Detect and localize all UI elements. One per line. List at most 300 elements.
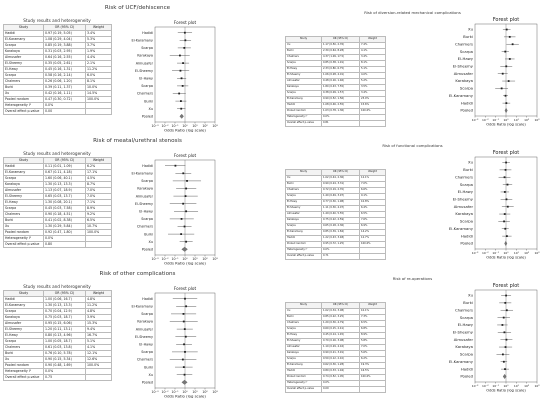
x-tick-label: 10⁰ [182, 256, 188, 261]
study-point [183, 366, 185, 368]
table-cell: 2.1% [86, 61, 112, 67]
table-cell: 0.80 (0.13, 4.96) [44, 333, 86, 339]
table-cell: 15.3% [86, 321, 112, 327]
study-point [181, 218, 183, 220]
study-label: Hadidi [460, 100, 473, 106]
table-cell: El-Karamany [4, 170, 44, 176]
table-cell: 6.2% [86, 164, 112, 170]
table-cell: 8.7% [86, 182, 112, 188]
table-cell: Overall effect p-value [4, 109, 44, 115]
table-cell: Chalmers [286, 55, 322, 61]
study-point [502, 73, 504, 75]
column-header: Study [286, 303, 322, 309]
table-cell: 12.6% [86, 357, 112, 363]
table-cell: 5.1% [86, 339, 112, 345]
forest-plot [435, 16, 550, 128]
table-cell: 0.60 (0.15, 2.41) [322, 327, 360, 333]
plot-title: Forest plot [492, 150, 520, 156]
study-point [505, 102, 507, 104]
table-cell: 16.7% [86, 333, 112, 339]
x-tick-label: 10³ [534, 250, 540, 255]
study-point [185, 188, 187, 190]
table-cell: Overall effect p-value [4, 242, 44, 248]
table-cell: 10.8% [360, 200, 386, 206]
table-cell: Heterogeneity I² [286, 381, 322, 387]
pooled-label: Pooled [460, 373, 473, 379]
study-point [502, 354, 504, 356]
study-label: Scarpa [459, 85, 473, 91]
study-label: El-Karamany [448, 92, 473, 98]
table-cell: 3.9% [86, 315, 112, 321]
table-row [286, 254, 386, 260]
x-tick-label: 10² [202, 123, 208, 128]
study-label: Karakaya [455, 344, 473, 350]
table-cell: 5.6% [360, 351, 386, 357]
plot-title: Forest plot [492, 283, 520, 289]
study-label: Burki [463, 300, 473, 306]
x-tick-label: 10⁰ [503, 383, 509, 388]
study-point [185, 210, 187, 212]
pooled-diamond [180, 114, 184, 118]
table-cell: 10.0% [86, 85, 112, 91]
table-cell: Karakaya [4, 315, 44, 321]
table-cell: El-Sheemy [286, 339, 322, 345]
study-label: Karakaya [137, 53, 153, 58]
study-label: Almusafer [135, 327, 153, 332]
x-tick-label: 10⁻³ [471, 250, 479, 255]
study-point [181, 77, 183, 79]
study-label: Scarpa [141, 350, 153, 355]
study-point [505, 346, 507, 348]
table-cell: 0.71 [322, 254, 360, 260]
table-cell: El-Hawy [4, 333, 44, 339]
table-cell: 100.0% [360, 375, 386, 381]
study-label: Burki [463, 167, 473, 173]
table-cell: 0.95 (0.15, 6.06) [44, 321, 86, 327]
table-cell: Almusafer [286, 212, 322, 218]
results-table [3, 24, 112, 115]
table-cell: Burki [4, 85, 44, 91]
table-cell: Overall effect p-value [286, 387, 322, 393]
table-cell: 0.65 (0.03, 13.7) [44, 194, 86, 200]
table-cell: 1.11 (0.30, 4.07) [322, 206, 360, 212]
x-tick-label: 10⁻³ [471, 383, 479, 388]
table-cell: 1.40 (0.49, 3.97) [322, 194, 360, 200]
table-cell: Burki [286, 49, 322, 55]
study-label: El-Karamany [131, 38, 153, 43]
study-label: Hadidi [142, 163, 153, 168]
table-row [286, 387, 386, 393]
table-cell: 100.0% [360, 242, 386, 248]
study-point [505, 169, 507, 171]
study-label: Chalmers [136, 357, 153, 362]
table-cell: 0.85 (0.22, 3.25) [322, 315, 360, 321]
table-cell: Xu [286, 309, 322, 315]
panel-3 [0, 133, 275, 266]
table-cell: Chalmers [4, 79, 44, 85]
x-tick-label: 10¹ [513, 250, 519, 255]
study-point [185, 241, 187, 243]
table-row [4, 109, 112, 115]
table-cell: Karakaya [4, 182, 44, 188]
x-tick-label: 10¹ [192, 123, 198, 128]
table-cell: 1.30 (0.13, 13.3) [44, 182, 86, 188]
study-point [179, 55, 181, 57]
table-cell: Almusafer [4, 55, 44, 61]
table-cell: 0.70 (0.16, 3.08) [322, 339, 360, 345]
table-cell: 5.3% [86, 37, 112, 43]
table-cell [86, 109, 112, 115]
table-cell: 7.4% [360, 43, 386, 49]
table-row [4, 375, 112, 381]
results-table [285, 302, 386, 393]
table-cell: Scarpa [286, 194, 322, 200]
table-cell: 1.02 (0.34, 3.08) [322, 309, 360, 315]
table-cell: 0.38 (0.09, 1.57) [322, 91, 360, 97]
table-cell: Overall effect p-value [286, 121, 322, 127]
table-cell: 17.1% [86, 170, 112, 176]
study-point [506, 235, 508, 237]
x-tick-label: 10¹ [513, 383, 519, 388]
table-cell: 0.42 (0.16, 1.11) [44, 91, 86, 97]
x-tick-label: 10³ [534, 117, 540, 122]
study-label: Scarpa [459, 181, 473, 187]
table-cell: Pooled random [4, 230, 44, 236]
study-label: Scarpa [459, 48, 473, 54]
table-cell: 0.90 (0.52, 1.56) [322, 97, 360, 103]
x-tick-label: 10⁻¹ [171, 123, 179, 128]
table-cell: 1.60 (0.06, 40.1) [44, 176, 86, 182]
table-cell: 0.50 (0.12, 2.10) [322, 357, 360, 363]
table-cell: 12.1% [360, 176, 386, 182]
table-cell: 6.4% [360, 206, 386, 212]
study-point [507, 184, 509, 186]
table-cell: El-Karamany [4, 37, 44, 43]
table-cell: 9.4% [86, 327, 112, 333]
table-cell: Xu [4, 91, 44, 97]
table-cell: 10.1% [360, 309, 386, 315]
x-tick-label: 10¹ [513, 117, 519, 122]
table-cell: 4.37 (1.09, 17.5) [322, 55, 360, 61]
study-label: Almusafer [135, 194, 153, 199]
table-cell: 0.0% [44, 236, 86, 242]
table-cell: Scarpa [286, 224, 322, 230]
pooled-diamond [505, 241, 507, 245]
panel-title: Risk of other complications [99, 271, 176, 277]
table-cell: 11.2% [86, 67, 112, 73]
plot-title: Forest plot [173, 286, 197, 291]
table-cell: 7.6% [360, 218, 386, 224]
study-label: El-Hawy [139, 209, 153, 214]
pooled-diamond [182, 247, 188, 251]
table-cell: 1.08 (0.46, 2.55) [322, 103, 360, 109]
table-cell: 0.0% [322, 115, 360, 121]
x-axis-label: Odds Ratio (log scale) [164, 393, 206, 399]
table-cell: Chalmers [286, 188, 322, 194]
table-cell: 5.2% [360, 79, 386, 85]
table-cell: Chalmers [4, 212, 44, 218]
table-cell: 1.30 (0.08, 20.1) [44, 200, 86, 206]
study-label: Karakaya [455, 211, 473, 217]
table-cell: 3.4% [86, 31, 112, 37]
plot-title: Forest plot [173, 153, 197, 158]
table-cell: 0.90 (0.21, 3.91) [322, 351, 360, 357]
table-cell: Pooled random [286, 109, 322, 115]
table-cell: 0.85 (0.38, 1.91) [322, 61, 360, 67]
table-cell: 7.0% [86, 188, 112, 194]
study-point [184, 328, 186, 330]
study-label: El-Hawy [457, 56, 473, 62]
study-label: El-Karamany [448, 225, 473, 231]
results-table [3, 290, 112, 381]
table-cell: Burki [286, 315, 322, 321]
study-label: El-Sheemy [134, 334, 153, 339]
panel-title: Risk of re-operations [392, 276, 433, 281]
study-label: Hadidi [460, 366, 473, 372]
study-point [185, 336, 187, 338]
x-tick-label: 10² [524, 383, 530, 388]
table-cell: El-Karamany [4, 303, 44, 309]
study-point [184, 351, 186, 353]
table-cell: El-Karamany [286, 97, 322, 103]
table-cell: 5.1% [360, 67, 386, 73]
study-point [505, 95, 507, 97]
study-label: Xu [148, 106, 153, 111]
study-point [503, 317, 505, 319]
table-cell: Scarpa [4, 206, 44, 212]
study-point [185, 195, 187, 197]
study-point [182, 172, 184, 174]
table-cell: 1.00 (0.06, 16.7) [44, 297, 86, 303]
table-cell: Scarpa [4, 339, 44, 345]
table-title: Study results and heterogeneity [23, 284, 91, 289]
study-point [185, 305, 187, 307]
table-cell: 4.8% [86, 309, 112, 315]
table-cell: 6.9% [360, 224, 386, 230]
table-cell: 0.39 (0.11, 1.37) [44, 85, 86, 91]
table-cell: 9.2% [86, 212, 112, 218]
table-cell: Almusafer [286, 345, 322, 351]
study-point [502, 324, 504, 326]
study-point [505, 65, 507, 67]
forest-plot [115, 19, 245, 134]
x-tick-label: 10⁻³ [151, 389, 159, 394]
table-cell: 3.4% [360, 91, 386, 97]
study-point [507, 206, 509, 208]
study-point [178, 93, 180, 95]
table-cell: 100.0% [360, 109, 386, 115]
table-cell: 0.0% [322, 248, 360, 254]
panel-5 [0, 266, 275, 400]
column-header: Weight [86, 291, 112, 297]
study-point [184, 226, 186, 228]
study-point [506, 29, 508, 31]
x-tick-label: 10¹ [192, 256, 198, 261]
study-label: Karakaya [137, 186, 153, 191]
results-table [285, 169, 386, 260]
x-tick-label: 10⁻¹ [171, 389, 179, 394]
column-header: Weight [360, 37, 386, 43]
column-header: Weight [360, 303, 386, 309]
table-cell: Pooled random [4, 363, 44, 369]
table-cell: 1.00 (0.05, 18.7) [44, 339, 86, 345]
table-cell: Scarpa [4, 73, 44, 79]
study-point [184, 32, 186, 34]
x-tick-label: 10⁻¹ [171, 256, 179, 261]
table-cell: 2.33 (0.80, 6.75) [322, 67, 360, 73]
table-cell: 0.45 (0.03, 7.58) [44, 206, 86, 212]
x-tick-label: 10³ [212, 256, 218, 261]
panel-6 [275, 266, 550, 400]
panel-title: Risk of functional complications [382, 143, 443, 148]
table-cell: Scarpa [286, 61, 322, 67]
table-cell: Heterogeneity I² [286, 248, 322, 254]
table-cell: 6.5% [360, 321, 386, 327]
study-point [506, 309, 508, 311]
column-header: OR (95% CI) [322, 170, 360, 176]
panel-1 [0, 0, 275, 133]
x-tick-label: 10⁻² [161, 256, 169, 261]
panel-title: Risk of diversion-related mechanical complications [364, 10, 461, 15]
table-cell: Scarpa [4, 176, 44, 182]
x-axis-label: Odds Ratio (log scale) [164, 260, 206, 266]
column-header: Weight [86, 25, 112, 31]
table-cell: 0.61 (0.03, 13.8) [44, 345, 86, 351]
table-cell: 6.2% [360, 357, 386, 363]
table-cell: Xu [4, 357, 44, 363]
table-cell: 0.58 (0.16, 2.14) [44, 73, 86, 79]
table-cell: Pooled random [4, 97, 44, 103]
table-cell: 1.08 (0.29, 4.04) [44, 37, 86, 43]
x-tick-label: 10⁻² [482, 383, 489, 388]
study-label: El-Hawy [139, 76, 153, 81]
x-tick-label: 10² [202, 256, 208, 261]
study-point [182, 62, 184, 64]
study-label: Chalmers [136, 91, 153, 96]
study-label: Scarpa [141, 312, 153, 317]
table-cell: Chalmers [4, 345, 44, 351]
column-header: OR (95% CI) [44, 158, 86, 164]
table-cell: 1.20 (0.30, 4.79) [322, 321, 360, 327]
study-label: Scarpa [459, 218, 473, 224]
column-header: Weight [86, 158, 112, 164]
study-point [503, 221, 505, 223]
x-tick-label: 10⁰ [182, 123, 188, 128]
study-label: Hadidi [142, 30, 153, 35]
study-point [186, 180, 188, 182]
table-cell: 0.72 (0.19, 2.70) [322, 188, 360, 194]
pooled-diamond [182, 380, 187, 384]
table-cell: 11.2% [86, 303, 112, 309]
study-point [182, 203, 184, 205]
table-cell: 5.8% [360, 339, 386, 345]
study-point [504, 51, 506, 53]
study-point [503, 361, 505, 363]
table-cell: El-Sheemy [286, 206, 322, 212]
table-cell: Xu [286, 43, 322, 49]
study-point [180, 108, 182, 110]
table-cell: 1.13 (0.07, 18.9) [44, 188, 86, 194]
table-cell: Scarpa [286, 357, 322, 363]
table-cell: El-Hawy [4, 67, 44, 73]
table-cell: Heterogeneity I² [286, 115, 322, 121]
table-cell: 1.10 (0.29, 4.16) [322, 345, 360, 351]
table-cell: Almusafer [4, 321, 44, 327]
table-cell: 4.8% [86, 297, 112, 303]
table-cell: Hadidi [4, 164, 44, 170]
table-title: Study results and heterogeneity [23, 18, 91, 23]
forest-plot [115, 152, 245, 267]
x-axis-label: Odds Ratio (log scale) [486, 388, 526, 393]
study-label: Scarpa [141, 46, 153, 51]
study-point [180, 100, 182, 102]
table-cell: Burki [4, 218, 44, 224]
x-tick-label: 10⁰ [182, 389, 188, 394]
table-cell: 0.80 (0.33, 1.94) [322, 369, 360, 375]
table-cell [360, 387, 386, 393]
table-cell: El-Karamany [286, 363, 322, 369]
study-point [180, 70, 182, 72]
table-cell: 0.90 (0.18, 4.51) [44, 212, 86, 218]
study-label: Karakaya [137, 319, 153, 324]
table-cell: 10.7% [86, 224, 112, 230]
study-point [184, 374, 186, 376]
x-tick-label: 10⁻¹ [492, 250, 499, 255]
study-point [183, 47, 185, 49]
table-cell: 3.7% [86, 43, 112, 49]
study-label: Scarpa [141, 217, 153, 222]
x-tick-label: 10⁻² [482, 117, 489, 122]
table-cell: Karakaya [4, 49, 44, 55]
table-cell: 6.8% [360, 327, 386, 333]
study-label: Burki [144, 232, 153, 237]
table-cell: Scarpa [4, 43, 44, 49]
study-point [182, 85, 184, 87]
table-cell: 7.1% [86, 200, 112, 206]
table-cell: 0.47 (0.30, 0.72) [44, 97, 86, 103]
study-label: El-Hawy [457, 322, 473, 328]
table-cell: 0.97 (0.19, 5.05) [44, 31, 86, 37]
table-cell: 0.45 (0.14, 1.45) [322, 333, 360, 339]
x-axis-label: Odds Ratio (log scale) [164, 127, 206, 133]
study-point [504, 191, 506, 193]
study-label: El-Sheemy [452, 63, 473, 69]
study-point [504, 302, 506, 304]
table-cell: 0.90 (0.15, 5.34) [44, 357, 86, 363]
study-point [182, 359, 184, 361]
column-header: OR (95% CI) [322, 37, 360, 43]
x-axis-label: Odds Ratio (log scale) [486, 122, 526, 127]
table-cell: 0.35 (0.05, 2.61) [44, 61, 86, 67]
study-label: Scarpa [459, 351, 473, 357]
study-point [504, 213, 506, 215]
panel-2 [275, 0, 550, 133]
pooled-label: Pooled [141, 380, 153, 385]
study-label: Scarpa [141, 179, 153, 184]
table-cell: Pooled random [286, 242, 322, 248]
table-cell: Karakaya [286, 218, 322, 224]
table-cell: Burki [286, 182, 322, 188]
table-cell: 4.4% [86, 55, 112, 61]
table-cell: 0.76 (0.10, 5.78) [44, 351, 86, 357]
table-cell: 1.22 (0.43, 3.48) [322, 236, 360, 242]
study-point [504, 228, 506, 230]
table-cell: 6.6% [360, 188, 386, 194]
x-tick-label: 10³ [212, 123, 218, 128]
column-header: Study [286, 170, 322, 176]
table-cell: 0.64 (0.16, 2.55) [44, 55, 86, 61]
study-point [501, 88, 503, 90]
